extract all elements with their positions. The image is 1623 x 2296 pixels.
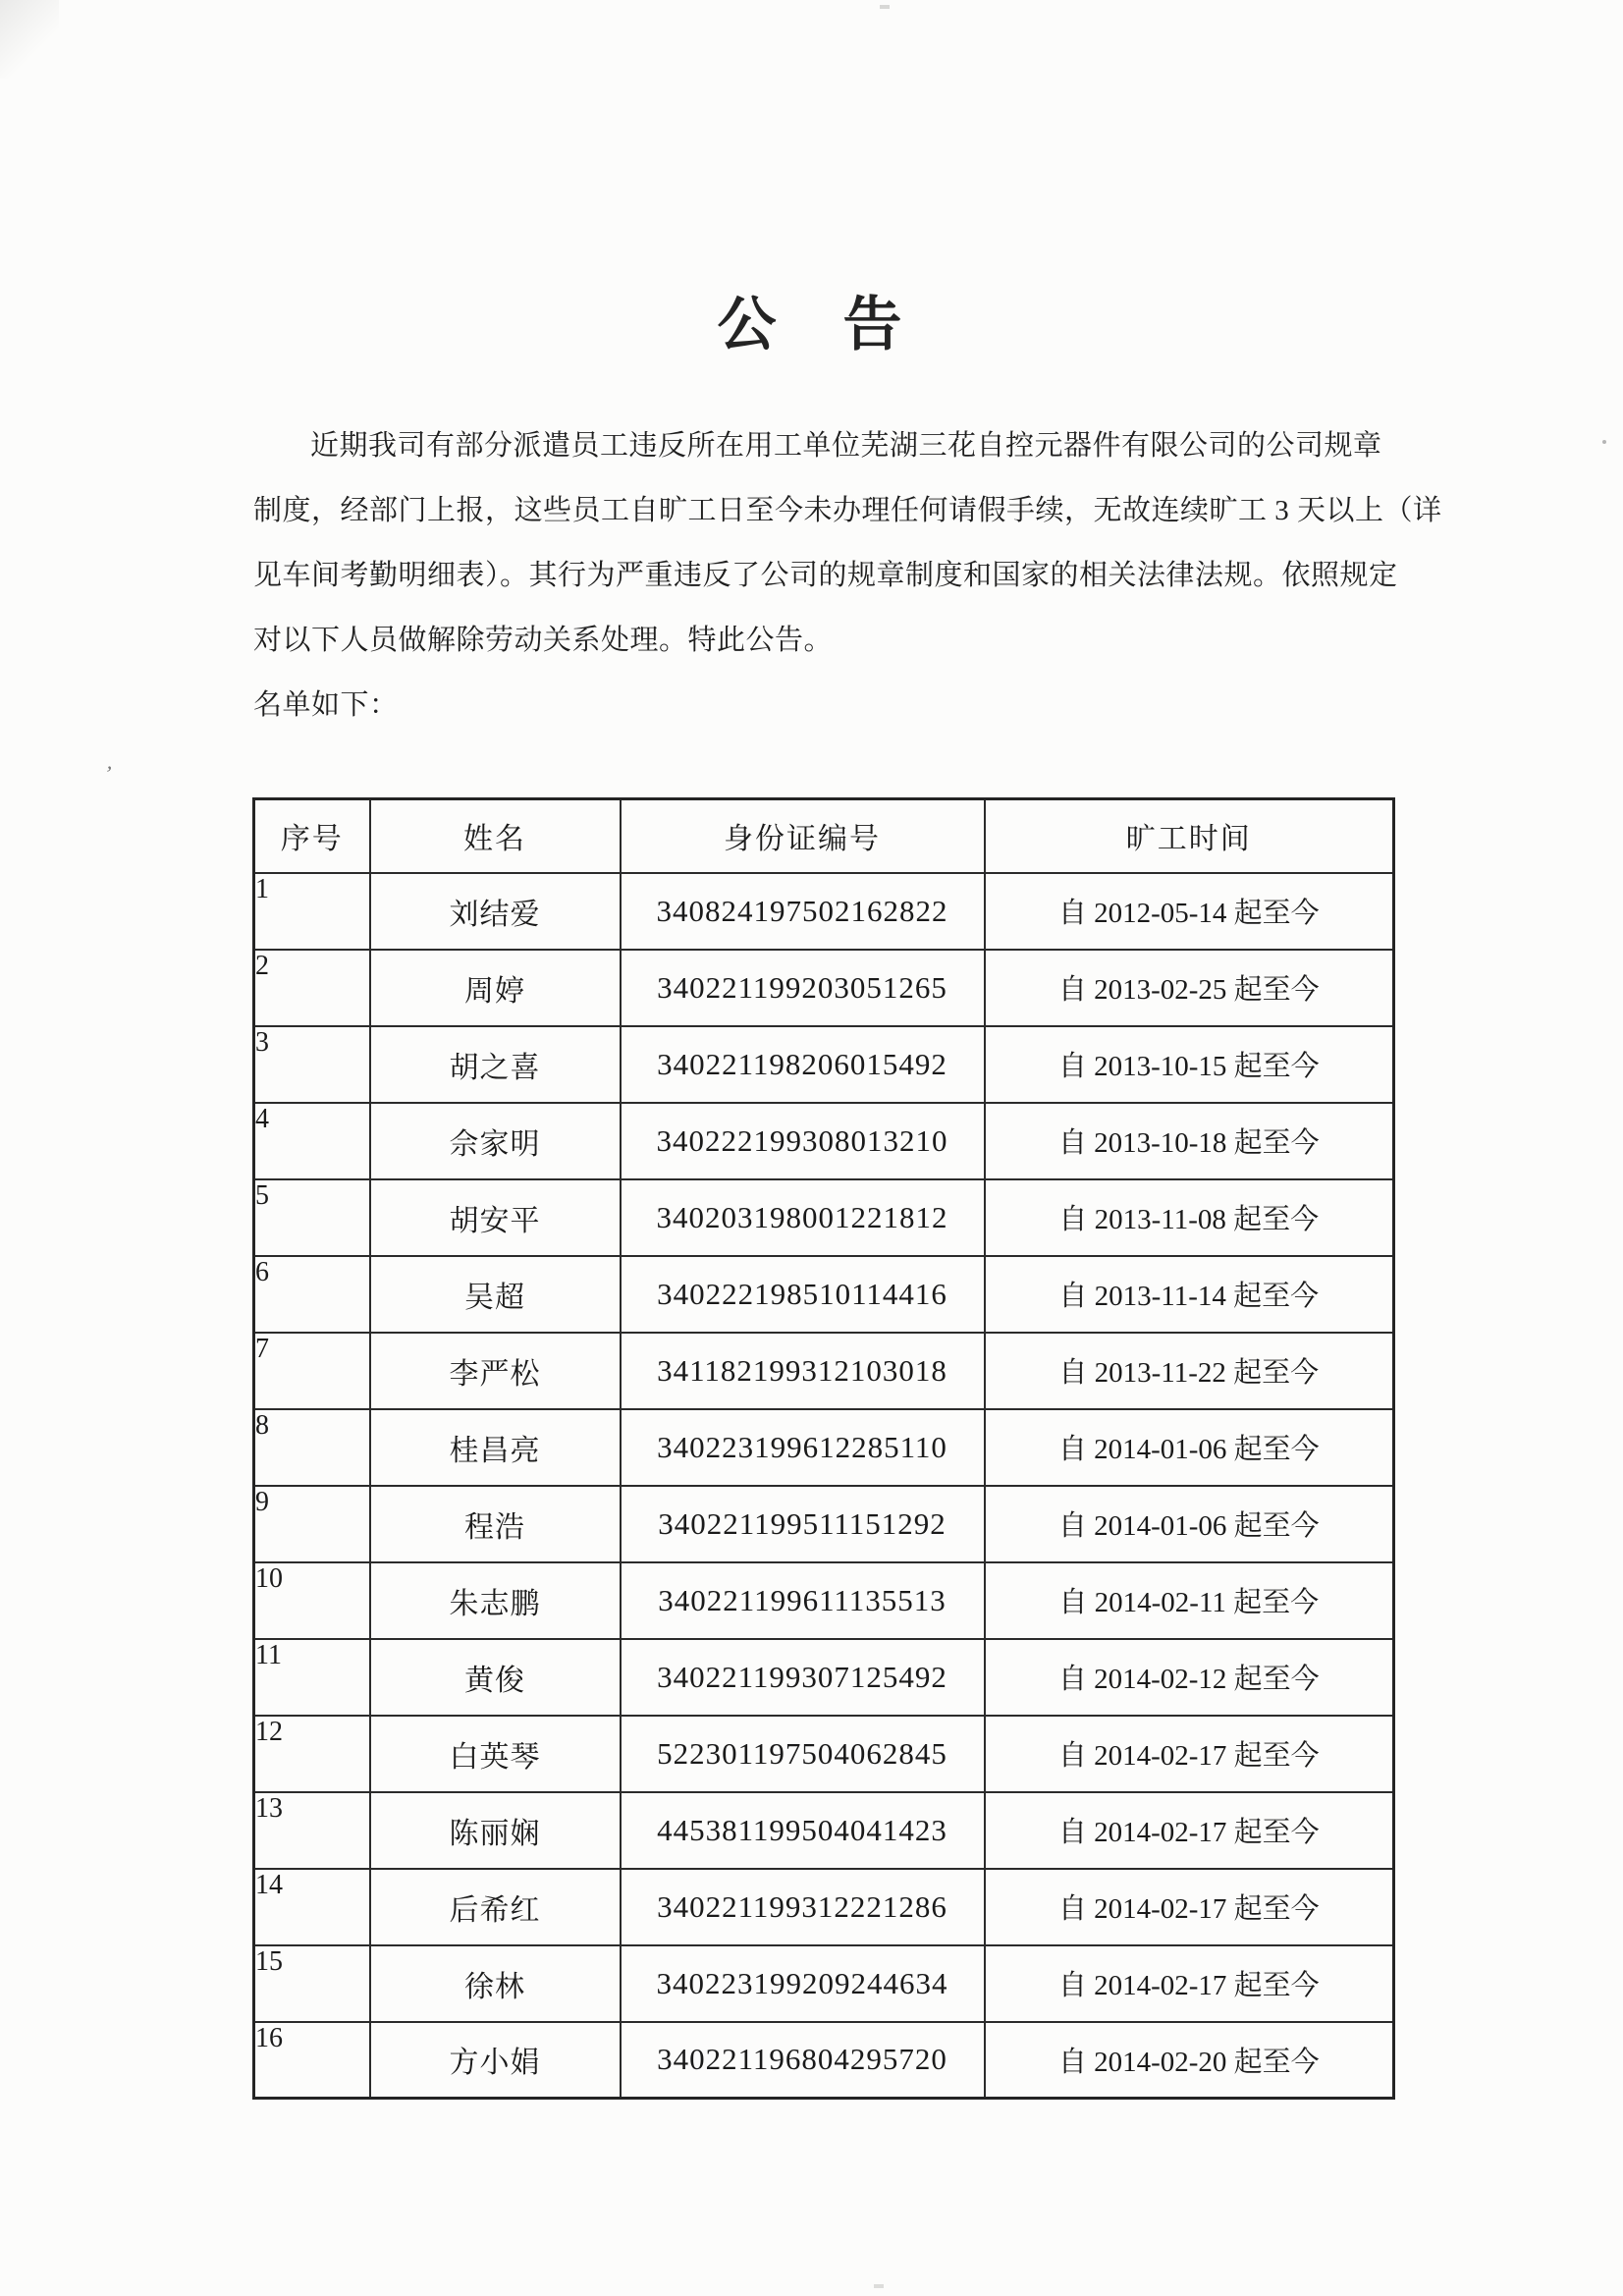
cell-absence-period: 自 2014-01-06 起至今: [985, 1409, 1394, 1486]
cell-id-number: 340221199307125492: [621, 1639, 985, 1716]
cell-absence-period: 自 2014-01-06 起至今: [985, 1486, 1394, 1562]
cell-no: 4: [254, 1103, 370, 1179]
cell-no: 9: [254, 1486, 370, 1562]
cell-id-number: 340223199209244634: [621, 1945, 985, 2022]
cell-name: 朱志鹏: [370, 1562, 621, 1639]
cell-id-number: 340222199308013210: [621, 1103, 985, 1179]
cell-id-number: 522301197504062845: [621, 1716, 985, 1792]
cell-id-number: 340221198206015492: [621, 1026, 985, 1103]
table-row: [254, 1945, 1394, 2022]
paragraph-line: 制度，经部门上报，这些员工自旷工日至今未办理任何请假手续，无故连续旷工 3 天以上（详: [253, 495, 1442, 526]
table-row: [254, 1716, 1394, 1792]
cell-name: 黄俊: [370, 1639, 621, 1716]
cell-no: 14: [254, 1869, 370, 1945]
paragraph-line: 见车间考勤明细表）。其行为严重违反了公司的规章制度和国家的相关法律法规。依照规定: [253, 560, 1398, 591]
cell-id-number: 340221196804295720: [621, 2022, 985, 2099]
cell-id-number: 340223199612285110: [621, 1409, 985, 1486]
cell-id-number: 341182199312103018: [621, 1333, 985, 1409]
cell-no: 10: [254, 1562, 370, 1639]
cell-absence-period: 自 2013-10-15 起至今: [985, 1026, 1394, 1103]
cell-id-number: 340222198510114416: [621, 1256, 985, 1333]
cell-no: 3: [254, 1026, 370, 1103]
column-header-id-number: 身份证编号: [621, 799, 985, 873]
table-row: [254, 1792, 1394, 1869]
cell-name: 程浩: [370, 1486, 621, 1562]
cell-name: 白英琴: [370, 1716, 621, 1792]
cell-name: 刘结爱: [370, 873, 621, 950]
cell-no: 7: [254, 1333, 370, 1409]
cell-absence-period: 自 2014-02-17 起至今: [985, 1716, 1394, 1792]
paragraph-lines: [253, 413, 1461, 673]
table-row: [254, 1486, 1394, 1562]
table-row: [254, 2022, 1394, 2099]
cell-id-number: 340203198001221812: [621, 1179, 985, 1256]
table-body: [254, 873, 1394, 2099]
scan-mark-bottom: [874, 2284, 884, 2288]
cell-no: 13: [254, 1792, 370, 1869]
cell-id-number: 340221199312221286: [621, 1869, 985, 1945]
table-row: [254, 1639, 1394, 1716]
list-intro-label: 名单如下：: [253, 689, 399, 721]
table-row: [254, 950, 1394, 1026]
cell-absence-period: 自 2013-10-18 起至今: [985, 1103, 1394, 1179]
cell-name: 后希红: [370, 1869, 621, 1945]
scan-corner-smudge: [0, 0, 59, 79]
table-row: [254, 1179, 1394, 1256]
cell-no: 12: [254, 1716, 370, 1792]
cell-no: 11: [254, 1639, 370, 1716]
cell-name: 佘家明: [370, 1103, 621, 1179]
cell-absence-period: 自 2012-05-14 起至今: [985, 873, 1394, 950]
cell-no: 5: [254, 1179, 370, 1256]
cell-absence-period: 自 2013-02-25 起至今: [985, 950, 1394, 1026]
table-header-row: [254, 799, 1394, 873]
cell-id-number: 340221199511151292: [621, 1486, 985, 1562]
cell-name: 吴超: [370, 1256, 621, 1333]
cell-name: 胡之喜: [370, 1026, 621, 1103]
cell-no: 6: [254, 1256, 370, 1333]
cell-name: 李严松: [370, 1333, 621, 1409]
table-row: [254, 1103, 1394, 1179]
cell-no: 1: [254, 873, 370, 950]
table-row: [254, 873, 1394, 950]
cell-no: 15: [254, 1945, 370, 2022]
cell-absence-period: 自 2014-02-17 起至今: [985, 1792, 1394, 1869]
cell-absence-period: 自 2014-02-11 起至今: [985, 1562, 1394, 1639]
cell-absence-period: 自 2014-02-17 起至今: [985, 1869, 1394, 1945]
cell-no: 16: [254, 2022, 370, 2099]
cell-id-number: 340221199203051265: [621, 950, 985, 1026]
cell-name: 陈丽娴: [370, 1792, 621, 1869]
cell-absence-period: 自 2014-02-20 起至今: [985, 2022, 1394, 2099]
cell-id-number: 445381199504041423: [621, 1792, 985, 1869]
cell-absence-period: 自 2014-02-12 起至今: [985, 1639, 1394, 1716]
cell-id-number: 340221199611135513: [621, 1562, 985, 1639]
column-header-no: 序号: [254, 799, 370, 873]
cell-name: 胡安平: [370, 1179, 621, 1256]
table-row: [254, 1256, 1394, 1333]
table-row: [254, 1562, 1394, 1639]
cell-absence-period: 自 2014-02-17 起至今: [985, 1945, 1394, 2022]
table-row: [254, 1333, 1394, 1409]
cell-name: 桂昌亮: [370, 1409, 621, 1486]
column-header-absence-period: 旷工时间: [985, 799, 1394, 873]
scan-mark-top: [880, 5, 890, 9]
column-header-name: 姓名: [370, 799, 621, 873]
paragraph-line: 近期我司有部分派遣员工违反所在用工单位芜湖三花自控元器件有限公司的公司规章: [310, 430, 1382, 462]
cell-id-number: 340824197502162822: [621, 873, 985, 950]
cell-no: 8: [254, 1409, 370, 1486]
cell-name: 徐林: [370, 1945, 621, 2022]
cell-name: 方小娟: [370, 2022, 621, 2099]
cell-absence-period: 自 2013-11-22 起至今: [985, 1333, 1394, 1409]
paragraph-line: 对以下人员做解除劳动关系处理。特此公告。: [253, 625, 834, 656]
cell-absence-period: 自 2013-11-08 起至今: [985, 1179, 1394, 1256]
announcement-body: [253, 413, 1461, 738]
cell-absence-period: 自 2013-11-14 起至今: [985, 1256, 1394, 1333]
table-row: [254, 1409, 1394, 1486]
table-row: [254, 1026, 1394, 1103]
dismissed-employees-table: [252, 797, 1395, 2100]
table-row: [254, 1869, 1394, 1945]
cell-name: 周婷: [370, 950, 621, 1026]
scan-speck-right: [1602, 440, 1606, 444]
page-title: 公 告: [717, 293, 906, 357]
scan-speck-left: ’: [103, 760, 115, 787]
cell-no: 2: [254, 950, 370, 1026]
